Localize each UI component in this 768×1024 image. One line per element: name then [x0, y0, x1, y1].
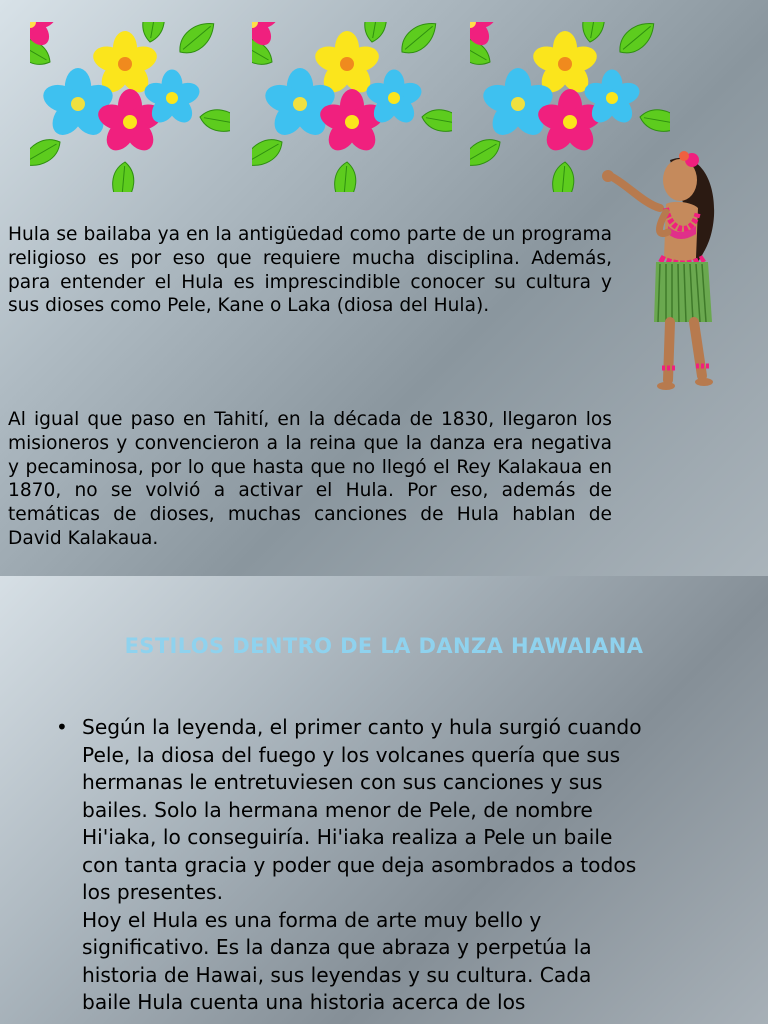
- list-item: [56, 714, 756, 1017]
- slide-2: [0, 576, 768, 1024]
- hibiscus-flower-cluster-icon: [252, 22, 452, 192]
- hibiscus-flower-cluster-icon: [30, 22, 230, 192]
- hula-dancer-icon: [600, 146, 725, 406]
- paragraph-hula-religion: Hula se bailaba ya en la antigüedad como parte de un programa religioso es por eso que requiere mucha disciplina. Además, para entender el Hula es imprescindible conocer su cultura y sus dioses como Pele, Kane o Laka (diosa del Hula).: [8, 224, 612, 317]
- bullet-dot: •: [56, 715, 68, 739]
- bullet-text: Según la leyenda, el primer canto y hula surgió cuando Pele, la diosa del fuego y los volcanes quería que sus hermanas le entretuviesen con sus canciones y sus bailes. Solo la hermana menor de Pele, de nombre Hi'iaka, lo conseguiría. Hi'iaka realiza a Pele un baile con tanta gracia y poder que deja asombrados a todos los presentes. Hoy el Hula es una forma de arte muy bello y significativo. Es la danza que abraza y perpetúa la historia de Hawai, sus leyendas y su cultura. Cada baile Hula cuenta una historia acerca de los: [82, 715, 642, 1014]
- slide-title: ESTILOS DENTRO DE LA DANZA HAWAIANA: [124, 634, 644, 658]
- bullet-list: [56, 714, 756, 1017]
- paragraph-missionaries: Al igual que paso en Tahití, en la década de 1830, llegaron los misioneros y convencieron a la reina que la danza era negativa y pecaminosa, por lo que hasta que no llegó el Rey Kalakaua en 1870, no se volvió a activar el Hula. Por eso, además de temáticas de dioses, muchas canciones de Hula hablan de David Kalakaua.: [8, 409, 612, 549]
